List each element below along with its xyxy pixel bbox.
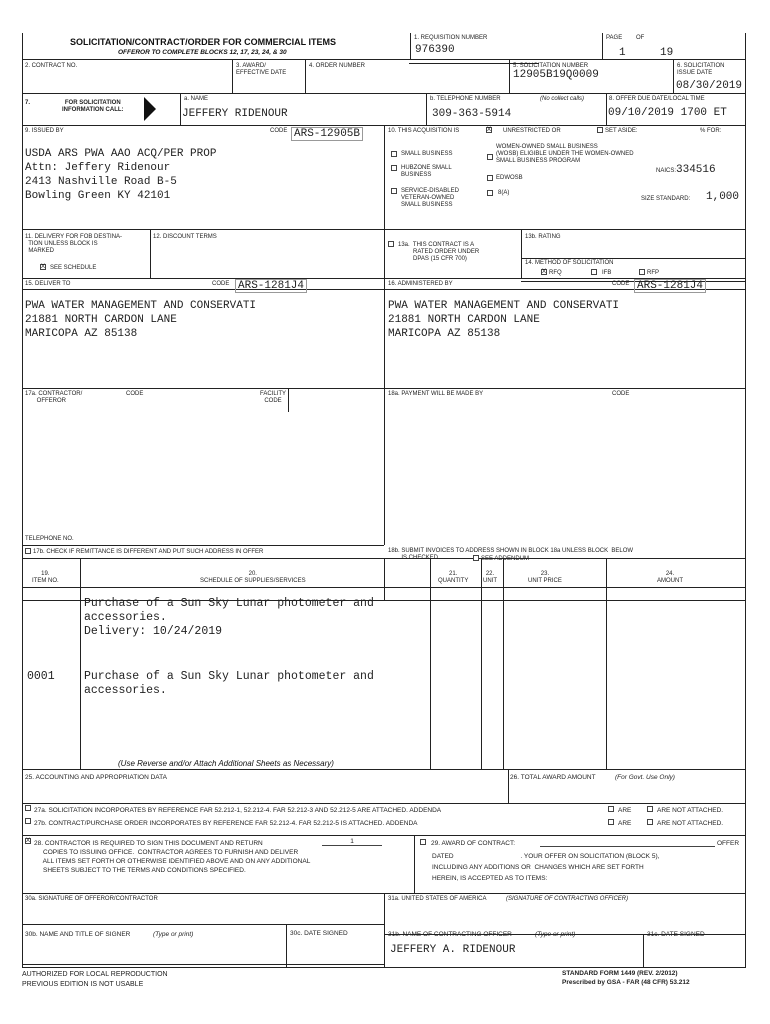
27b-are-not-checkbox[interactable]: [647, 819, 653, 825]
27a-are-not-label: ARE NOT ATTACHED.: [657, 807, 724, 814]
sf1449-form: [22, 33, 746, 988]
rule: [288, 388, 289, 412]
no-collect-label: (No collect calls): [540, 96, 585, 102]
eighta-checkbox[interactable]: [487, 190, 493, 196]
telephone-value: 309-363-5914: [432, 108, 512, 120]
31b-label: 31b. NAME OF CONTRACTING OFFICER: [388, 931, 512, 938]
rule: [22, 924, 384, 925]
contract-line: [540, 846, 715, 847]
govt-use-note: (For Govt. Use Only): [615, 774, 675, 781]
29-text: DATED . YOUR OFFER ON SOLICITATION (BLOCK 5), INCLUDING ANY ADDITIONS OR CHANGES WHICH ARE SET FORTH HEREIN, IS ACCEPTED AS TO ITEMS:: [432, 853, 660, 882]
info-call-label: FOR SOLICITATION INFORMATION CALL:: [62, 100, 124, 113]
rule: [414, 835, 415, 893]
deliver-to-code-label: CODE: [212, 281, 230, 287]
rule: [643, 934, 644, 967]
hubzone-checkbox[interactable]: [391, 165, 397, 171]
rule: [22, 967, 746, 968]
issued-by-code-value: ARS-12905B: [291, 127, 363, 141]
issue-date-value: 08/30/2019: [676, 80, 743, 92]
rule: [22, 803, 746, 804]
form-subtitle: OFFEROR TO COMPLETE BLOCKS 12, 17, 23, 24, & 30: [118, 49, 287, 56]
total-award-label: 26. TOTAL AWARD AMOUNT: [510, 774, 596, 781]
facility-code-label: FACILITY CODE: [260, 391, 287, 404]
size-standard-value: 1,000: [706, 191, 740, 203]
prescribed-by: Prescribed by GSA - FAR (48 CFR) 53.212: [562, 979, 690, 986]
col-quantity: 21. QUANTITY: [438, 571, 469, 584]
edwosb-checkbox[interactable]: [487, 175, 493, 181]
submit-invoices-label: 18b. SUBMIT INVOICES TO ADDRESS SHOWN IN BLOCK 18a UNLESS BLOCK BELOW IS CHECKED: [388, 548, 634, 561]
order-number-label: 4. ORDER NUMBER: [309, 63, 366, 69]
rfq-checkbox[interactable]: X: [542, 269, 547, 275]
rule: [150, 229, 151, 278]
rule: [22, 769, 746, 770]
31a-note: (SIGNATURE OF CONTRACTING OFFICER): [506, 896, 629, 902]
rule: [503, 558, 504, 769]
naics-value: 334516: [676, 164, 716, 176]
ifb-label: IFB: [602, 270, 612, 276]
rule: [305, 59, 306, 93]
solicitation-number-label: 5. SOLICITATION NUMBER: [513, 63, 589, 69]
rule: [509, 59, 510, 93]
rated-order-label: 13a. THIS CONTRACT IS A RATED ORDER UNDER DPAS (15 CFR 700): [398, 242, 480, 262]
29-label: 29. AWARD OF CONTRACT:: [431, 840, 516, 847]
percent-for-label: % FOR:: [700, 128, 722, 134]
28-text: 28. CONTRACTOR IS REQUIRED TO SIGN THIS DOCUMENT AND RETURN COPIES TO ISSUING OFFICE. CONTRACTOR AGREES TO FURNISH AND DELIVER ALL ITEMS SET FORTH OR OTHERWISE IDENTIFIED ABOVE AND ON ANY ADDITIONAL SHEETS SUBJECT TO THE TERMS AND CONDITIONS SPECIFIED.: [34, 840, 311, 874]
rule: [602, 33, 603, 59]
contracting-officer-name: JEFFERY A. RIDENOUR: [390, 944, 516, 956]
edwosb-label: EDWOSB: [496, 175, 523, 181]
rule: [745, 33, 746, 967]
31b-note: (Type or print): [535, 931, 576, 938]
rfp-checkbox[interactable]: [639, 269, 645, 275]
page-count-value: 19: [660, 47, 674, 59]
reverse-note: (Use Reverse and/or Attach Additional Sheets as Necessary): [118, 759, 334, 768]
method-label: 14. METHOD OF SOLICITATION: [525, 260, 614, 266]
form-number: STANDARD FORM 1449 (REV. 2/2012): [562, 970, 678, 977]
issue-date-label: 6. SOLICITATION ISSUE DATE: [677, 63, 725, 76]
rule: [384, 125, 385, 545]
rated-order-checkbox[interactable]: [388, 241, 394, 247]
col-unit: 22. UNIT: [483, 571, 497, 584]
issued-by-address: USDA ARS PWA AAO ACQ/PER PROP Attn: Jeffery Ridenour 2413 Nashville Road B-5 Bowling Green KY 42101: [25, 148, 217, 202]
administered-by-code-value: ARS-1281J4: [634, 279, 706, 293]
deliver-to-code-value: ARS-1281J4: [235, 279, 307, 293]
naics-label: NAICS:: [656, 168, 677, 174]
award-date-label: 3. AWARD/ EFFECTIVE DATE: [236, 63, 287, 76]
27b-checkbox[interactable]: [25, 818, 31, 824]
contractor-code-label: CODE: [126, 391, 144, 397]
27b-are-not-label: ARE NOT ATTACHED.: [657, 820, 724, 827]
27a-are-not-checkbox[interactable]: [647, 806, 653, 812]
31a-label: 31a. UNITED STATES OF AMERICA: [388, 896, 487, 902]
deliver-to-label: 15. DELIVER TO: [25, 281, 71, 287]
remittance-label: 17b. CHECK IF REMITTANCE IS DIFFERENT AND PUT SUCH ADDRESS IN OFFER: [33, 549, 264, 555]
ifb-checkbox[interactable]: [591, 269, 597, 275]
27b-are-label: ARE: [618, 820, 632, 827]
rfp-label: RFP: [647, 270, 659, 276]
rule: [481, 558, 482, 769]
payment-label: 18a. PAYMENT WILL BE MADE BY: [388, 391, 484, 397]
27a-checkbox[interactable]: [25, 805, 31, 811]
remittance-checkbox[interactable]: [25, 548, 31, 554]
telephone-no-label: TELEPHONE NO.: [25, 536, 74, 542]
30c-label: 30c. DATE SIGNED: [290, 930, 348, 937]
fob-label: 11. DELIVERY FOR FOB DESTINA- TION UNLESS BLOCK IS MARKED: [25, 234, 123, 254]
copies-value: 1: [322, 838, 382, 846]
arrow-icon: [144, 97, 156, 121]
administered-by-label: 16. ADMINISTERED BY: [388, 281, 453, 287]
rule: [80, 558, 81, 769]
rule: [426, 93, 427, 125]
contact-name-label: a. NAME: [184, 96, 209, 102]
of-label: OF: [636, 35, 645, 41]
line-description: Purchase of a Sun Sky Lunar photometer and accessories.: [84, 670, 374, 697]
rule: [606, 93, 607, 125]
rule: [22, 545, 384, 546]
31c-label: 31c. DATE SIGNED: [647, 931, 705, 938]
see-schedule-checkbox[interactable]: X: [41, 264, 46, 270]
col-amount: 24. AMOUNT: [657, 571, 683, 584]
rule: [673, 59, 674, 93]
block7-number: 7.: [25, 100, 31, 106]
unrestricted-checkbox[interactable]: X: [487, 127, 492, 133]
wosb-label: WOMEN-OWNED SMALL BUSINESS (WOSB) ELIGIBLE UNDER THE WOMEN-OWNED SMALL BUSINESS PROGRAM: [496, 144, 634, 164]
27a-are-label: ARE: [618, 807, 632, 814]
27b-text: 27b. CONTRACT/PURCHASE ORDER INCORPORATES BY REFERENCE FAR 52.212-4. FAR 52.212-5 IS ATTACHED. ADDENDA: [34, 820, 418, 827]
eighta-label: 8(A): [498, 190, 510, 196]
requisition-label: 1. REQUISITION NUMBER: [414, 35, 488, 41]
unrestricted-label: UNRESTRICTED OR: [503, 128, 561, 134]
rating-label: 13b. RATING: [525, 234, 561, 240]
30b-note: (Type or print): [153, 931, 194, 938]
requisition-value: 976390: [415, 44, 455, 56]
rule: [384, 558, 385, 600]
administered-by-address: PWA WATER MANAGEMENT AND CONSERVATI 21881 NORTH CARDON LANE MARICOPA AZ 85138: [388, 300, 620, 340]
page-value: 1: [619, 47, 626, 59]
rfq-label: RFQ: [549, 270, 562, 276]
offer-due-label: 8. OFFER DUE DATE/LOCAL TIME: [609, 96, 705, 102]
rule: [22, 964, 384, 965]
sdvosb-checkbox[interactable]: [391, 188, 397, 194]
issued-by-label: 9. ISSUED BY: [25, 128, 64, 134]
acquisition-label: 10. THIS ACQUISITION IS: [388, 128, 460, 134]
rule: [410, 33, 411, 59]
rule: [521, 258, 746, 259]
sdvosb-label: SERVICE-DISABLED VETERAN-OWNED SMALL BUSINESS: [401, 188, 459, 208]
rule: [180, 93, 181, 125]
see-addendum-label: SEE ADDENDUM: [481, 556, 530, 562]
rule: [286, 924, 287, 967]
issued-by-code-label: CODE: [270, 128, 288, 134]
28-checkbox[interactable]: X: [26, 838, 31, 844]
col-supplies: 20. SCHEDULE OF SUPPLIES/SERVICES: [200, 571, 306, 584]
contact-name-value: JEFFERY RIDENOUR: [182, 108, 288, 120]
rule: [22, 59, 746, 60]
payment-code-label: CODE: [612, 391, 630, 397]
hubzone-label: HUBZONE SMALL BUSINESS: [401, 165, 452, 178]
rule: [606, 558, 607, 769]
rule: [22, 93, 746, 94]
offer-due-value: 09/10/2019 1700 ET: [608, 107, 727, 119]
rule: [508, 769, 509, 803]
page-label: PAGE: [606, 35, 623, 41]
setaside-label: SET ASIDE:: [605, 128, 638, 134]
setaside-checkbox[interactable]: [597, 127, 603, 133]
administered-by-code-label: CODE: [612, 281, 630, 287]
form-title: SOLICITATION/CONTRACT/ORDER FOR COMMERCIAL ITEMS: [70, 37, 336, 47]
line-description: Purchase of a Sun Sky Lunar photometer and accessories. Delivery: 10/24/2019: [84, 597, 374, 638]
rule: [521, 229, 522, 278]
rule: [430, 558, 431, 769]
see-addendum-checkbox[interactable]: [473, 555, 479, 561]
size-standard-label: SIZE STANDARD:: [641, 196, 691, 202]
contract-no-label: 2. CONTRACT NO.: [25, 63, 78, 69]
reproduction-note: AUTHORIZED FOR LOCAL REPRODUCTION PREVIOUS EDITION IS NOT USABLE: [22, 971, 168, 988]
col-unit-price: 23. UNIT PRICE: [528, 571, 562, 584]
30b-label: 30b. NAME AND TITLE OF SIGNER: [25, 931, 131, 938]
wosb-checkbox[interactable]: [487, 154, 493, 160]
small-business-checkbox[interactable]: [391, 151, 397, 157]
rule: [22, 835, 746, 836]
see-schedule-label: SEE SCHEDULE: [50, 265, 97, 271]
offer-label: OFFER: [717, 840, 740, 847]
27a-are-checkbox[interactable]: [608, 806, 614, 812]
telephone-label: b. TELEPHONE NUMBER: [430, 96, 501, 102]
rule: [232, 59, 233, 93]
solicitation-number-value: 12905B19Q0009: [513, 69, 599, 81]
rule: [22, 33, 23, 967]
col-item-no: 19. ITEM NO.: [32, 571, 59, 584]
27a-text: 27a. SOLICITATION INCORPORATES BY REFERENCE FAR 52.212-1, 52.212-4. FAR 52.212-3 AND 52.212-5 ARE ATTACHED. ADDENDA: [34, 807, 442, 814]
contractor-label: 17a. CONTRACTOR/ OFFEROR: [25, 391, 83, 404]
discount-terms-label: 12. DISCOUNT TERMS: [153, 234, 217, 240]
rule: [384, 893, 385, 967]
29-checkbox[interactable]: [420, 839, 426, 845]
accounting-label: 25. ACCOUNTING AND APPROPRIATION DATA: [25, 774, 167, 781]
30a-label: 30a. SIGNATURE OF OFFEROR/CONTRACTOR: [25, 896, 158, 902]
small-business-label: SMALL BUSINESS: [401, 151, 453, 157]
deliver-to-address: PWA WATER MANAGEMENT AND CONSERVATI 21881 NORTH CARDON LANE MARICOPA AZ 85138: [25, 300, 257, 340]
line-item-number: 0001: [27, 670, 55, 683]
27b-are-checkbox[interactable]: [608, 819, 614, 825]
